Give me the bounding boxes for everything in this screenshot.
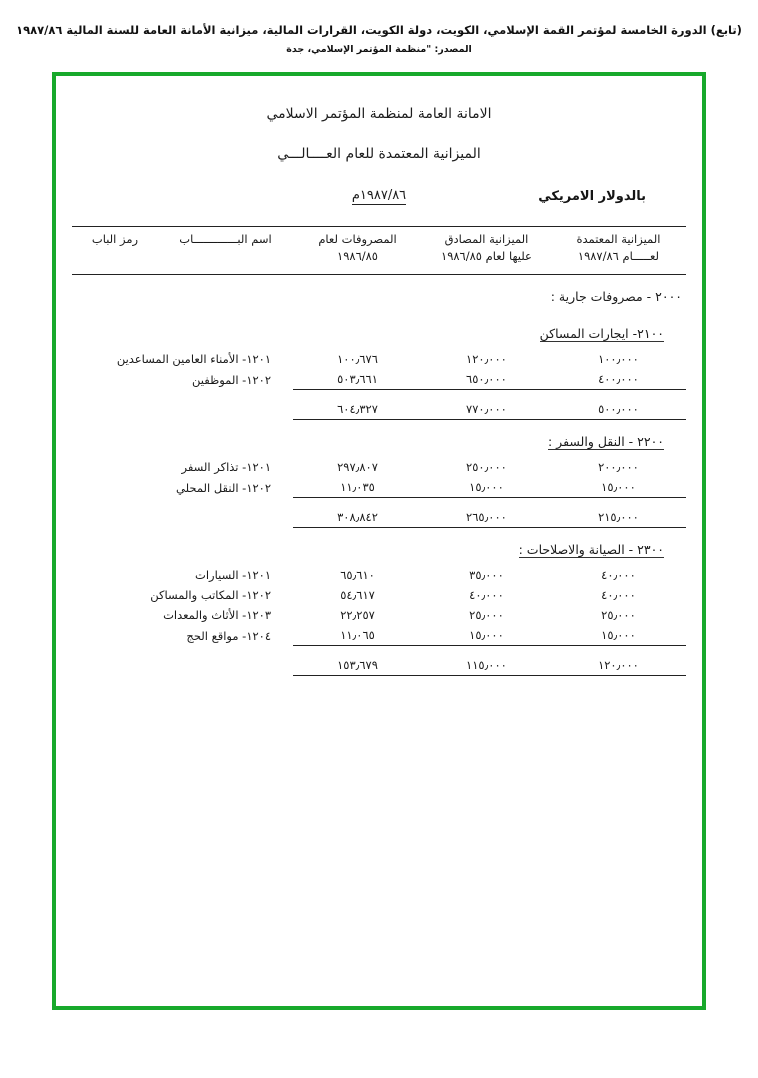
cell-item-label: ١٢٠١- السيارات [195,568,272,583]
cell-new-budget: ١٥٫٠٠٠ [601,628,636,643]
budget-table [72,226,686,676]
table-row [72,349,686,369]
section-title-housing: ٢١٠٠- ايجارات المساكن [539,326,664,342]
total-actual: ٦٠٤٫٣٢٧ [293,390,422,420]
cell-approved: ٤٠٫٠٠٠ [469,588,504,603]
document-frame [52,72,706,1010]
cell-item-label: ١٢٠١- تذاكر السفر [181,460,272,475]
cell-item-label: ١٢٠٤- مواقع الحج [186,628,272,643]
section-title-transport: ٢٢٠٠ - النقل والسفر : [547,434,664,450]
cell-actual: ٢٩٧٫٨٠٧ [337,460,378,475]
cell-item-label: ١٢٠٢- الموظفين [192,372,272,387]
section-total-rule-maintenance [72,676,686,677]
table-row [72,625,686,646]
section-total-maintenance [72,646,686,676]
cell-actual: ٥٠٣٫٦٦١ [337,372,378,387]
total-approved: ٢٦٥٫٠٠٠ [422,498,551,528]
cell-new-budget: ٤٠٫٠٠٠ [601,568,636,583]
table-row [72,585,686,605]
section-total-housing [72,390,686,420]
table-row [72,369,686,390]
total-new-budget: ٢١٥٫٠٠٠ [551,498,686,528]
budget-title: الميزانية المعتمدة للعام العــــالـــي [277,146,481,162]
cell-item-label: ١٢٠٢- المكاتب والمساكن [150,588,272,603]
cell-approved: ١٢٠٫٠٠٠ [466,352,507,367]
page-caption [0,0,758,58]
cell-approved: ٦٥٠٫٠٠٠ [466,372,507,387]
fiscal-year: ١٩٨٧/٨٦م [351,188,407,203]
cell-new-budget: ١٥٫٠٠٠ [601,480,636,495]
table-row [72,457,686,477]
cell-item-label: ١٢٠١- الأمناء العامين المساعدين [116,352,272,367]
total-new-budget: ١٢٠٫٠٠٠ [551,646,686,676]
caption-line-1: (تابع) الدورة الخامسة لمؤتمر القمة الإسلامي، الكويت، دولة الكويت، القرارات المالية، ميزانية الأمانة العامة للسنة المالية ١٩٨٧/٨٦ [16,23,742,37]
cell-new-budget: ٤٠٠٫٠٠٠ [598,372,639,387]
currency-note: بالدولار الامريكي [538,189,646,204]
organization-title: الامانة العامة لمنظمة المؤتمر الاسلامي [266,106,492,122]
cell-new-budget: ٤٠٫٠٠٠ [601,588,636,603]
total-new-budget: ٥٠٠٫٠٠٠ [551,390,686,420]
header-approved-budget: الميزانية المصادق عليها لعام ١٩٨٦/٨٥ [441,232,532,263]
cell-actual: ١١٫٠٣٥ [340,480,375,495]
section-title-row-housing [72,312,686,349]
section-title-row-maintenance [72,528,686,565]
table-header-row [72,227,686,275]
header-new-budget: الميزانية المعتمدة لعـــــام ١٩٨٧/٨٦ [576,232,661,263]
cell-new-budget: ٢٠٠٫٠٠٠ [598,460,639,475]
cell-approved: ١٥٫٠٠٠ [469,628,504,643]
cell-actual: ١١٫٠٦٥ [340,628,375,643]
total-approved: ١١٥٫٠٠٠ [422,646,551,676]
table-row [72,477,686,498]
document-page [72,90,686,992]
cell-item-label: ١٢٠٣- الأثاث والمعدات [163,608,272,623]
cell-actual: ٦٥٫٦١٠ [340,568,375,583]
cell-item-label: ١٢٠٢- النقل المحلي [176,480,272,495]
caption-line-2: المصدر: "منظمة المؤتمر الإسلامي، جدة [286,43,472,55]
cell-approved: ٢٥٠٫٠٠٠ [466,460,507,475]
section-title-row-main [72,275,686,312]
cell-actual: ٢٢٫٢٥٧ [340,608,375,623]
cell-approved: ٣٥٫٠٠٠ [469,568,504,583]
cell-new-budget: ١٠٠٫٠٠٠ [598,352,639,367]
header-actual-expenses: المصروفات لعام ١٩٨٦/٨٥ [318,232,397,263]
cell-approved: ٢٥٫٠٠٠ [469,608,504,623]
section-total-transport [72,498,686,528]
header-chapter-name: اسم البـــــــــــــاب [179,232,272,246]
section-title-row-transport [72,420,686,457]
section-title-current-expenses: ٢٠٠٠ - مصروفات جارية : [550,289,682,305]
section-title-maintenance: ٢٣٠٠ - الصيانة والاصلاحات : [518,542,664,558]
table-row [72,565,686,585]
table-row [72,605,686,625]
cell-actual: ١٠٠٫٦٧٦ [337,352,378,367]
cell-actual: ٥٤٫٦١٧ [340,588,375,603]
cell-new-budget: ٢٥٫٠٠٠ [601,608,636,623]
cell-approved: ١٥٫٠٠٠ [469,480,504,495]
total-approved: ٧٧٠٫٠٠٠ [422,390,551,420]
header-chapter-code: رمز الباب [91,232,139,246]
total-actual: ٣٠٨٫٨٤٢ [293,498,422,528]
total-actual: ١٥٣٫٦٧٩ [293,646,422,676]
